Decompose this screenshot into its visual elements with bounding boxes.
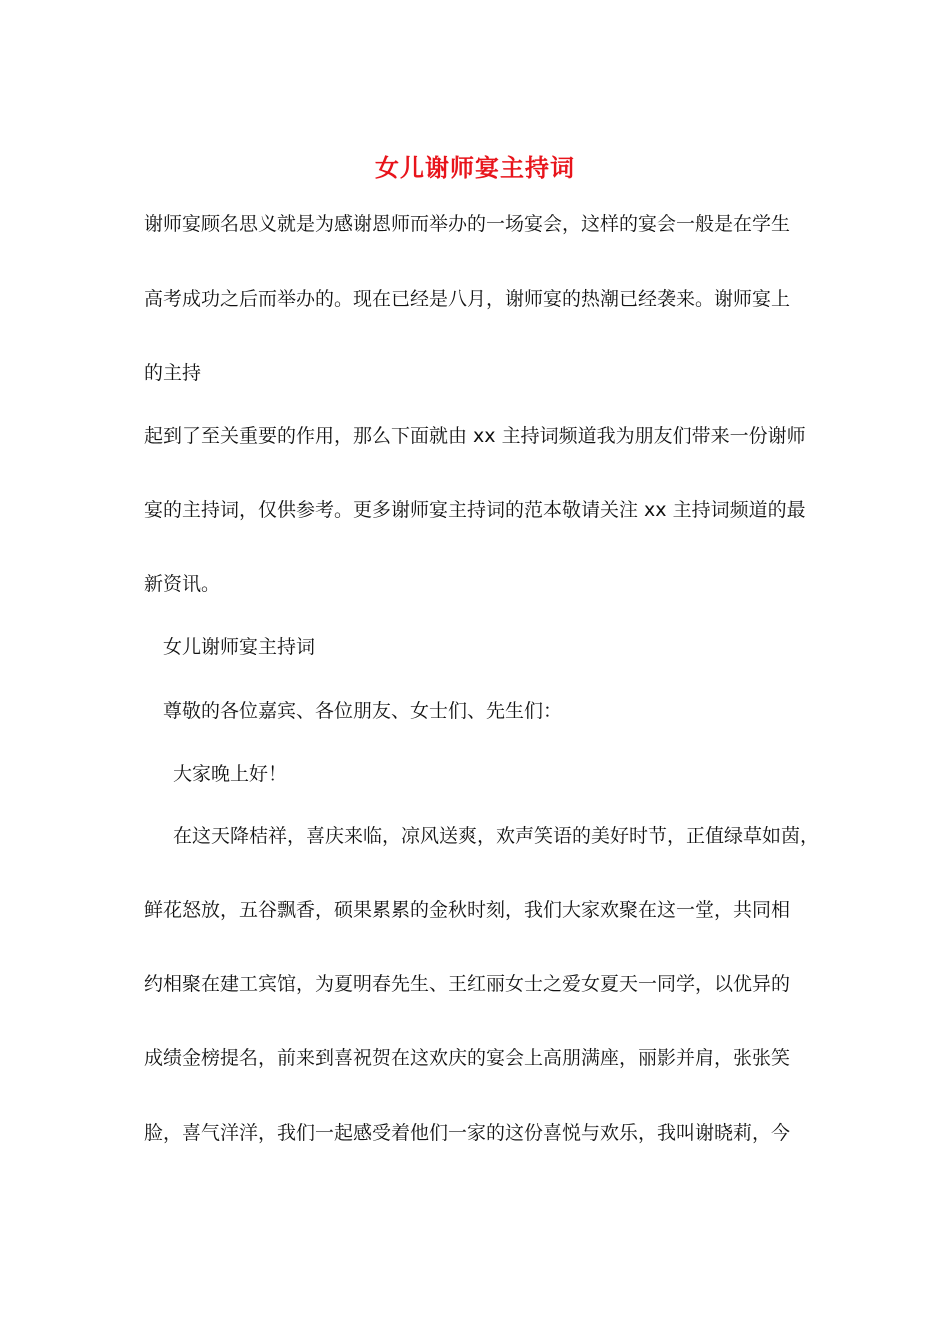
intro-line: 宴的主持词，仅供参考。更多谢师宴主持词的范本敬请关注 xx 主持词频道的最 — [144, 499, 806, 521]
body-line: 约相聚在建工宾馆，为夏明春先生、王红丽女士之爱女夏天一同学，以优异的 — [144, 973, 791, 995]
intro-line: 高考成功之后而举办的。现在已经是八月，谢师宴的热潮已经袭来。谢师宴上 — [144, 288, 791, 310]
salutation: 尊敬的各位嘉宾、各位朋友、女士们、先生们： — [163, 700, 563, 722]
body-line: 在这天降桔祥，喜庆来临，凉风送爽，欢声笑语的美好时节，正值绿草如茵， — [173, 825, 820, 847]
greeting: 大家晚上好！ — [173, 763, 288, 785]
intro-line: 的主持 — [144, 362, 202, 384]
intro-line: 新资讯。 — [144, 573, 221, 595]
intro-line: 谢师宴顾名思义就是为感谢恩师而举办的一场宴会，这样的宴会一般是在学生 — [144, 213, 791, 235]
intro-line: 起到了至关重要的作用，那么下面就由 xx 主持词频道我为朋友们带来一份谢师 — [144, 425, 806, 447]
section-heading: 女儿谢师宴主持词 — [163, 636, 316, 658]
body-line: 鲜花怒放，五谷飘香，硕果累累的金秋时刻，我们大家欢聚在这一堂，共同相 — [144, 899, 791, 921]
document-title: 女儿谢师宴主持词 — [375, 153, 575, 182]
body-line: 成绩金榜提名，前来到喜祝贺在这欢庆的宴会上高朋满座，丽影并肩，张张笑 — [144, 1047, 791, 1069]
body-line: 脸，喜气洋洋，我们一起感受着他们一家的这份喜悦与欢乐，我叫谢晓莉，今 — [144, 1122, 791, 1144]
